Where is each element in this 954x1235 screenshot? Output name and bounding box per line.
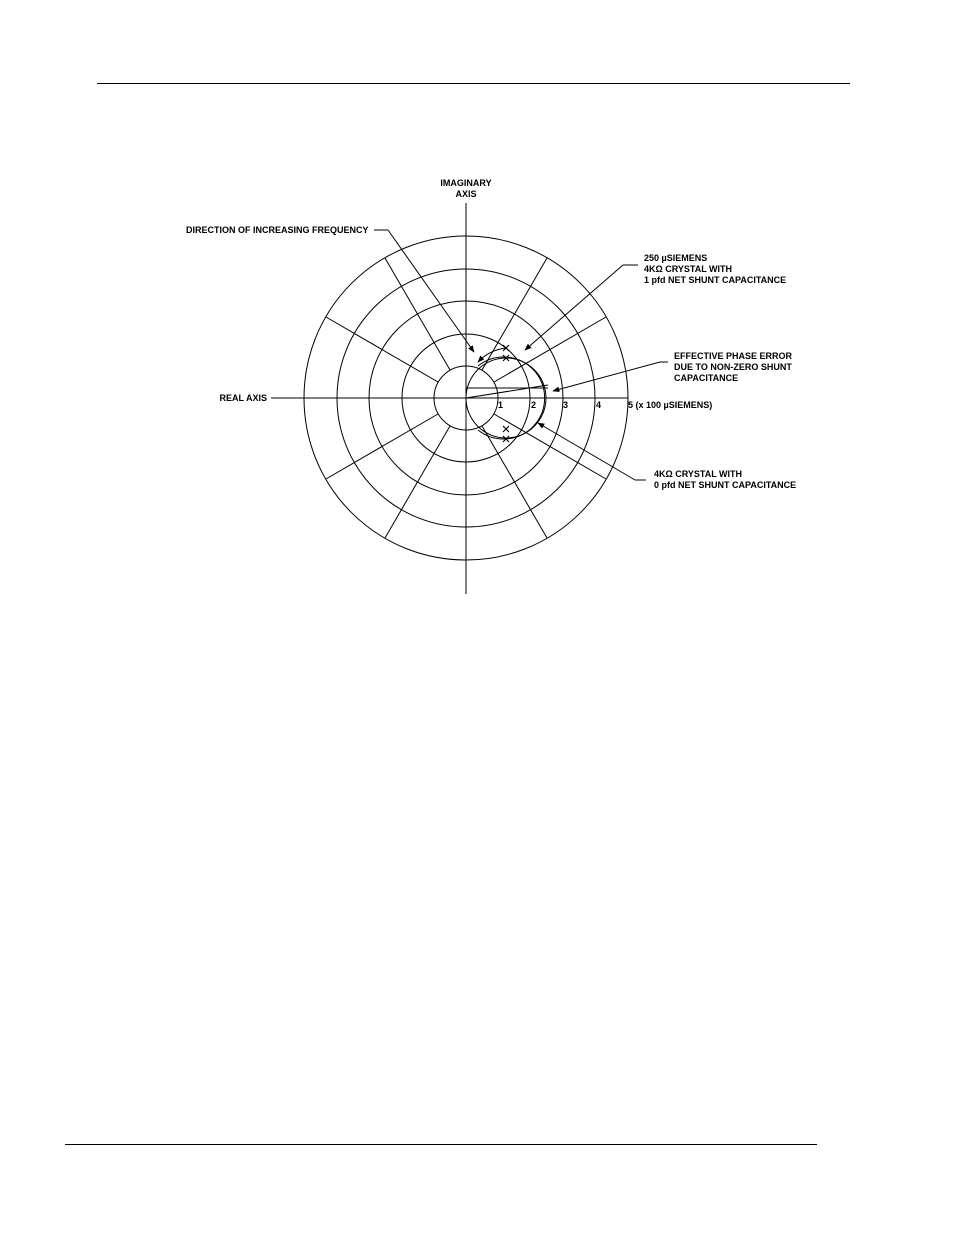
crystal-0pfd-callout-2: 0 pfd NET SHUNT CAPACITANCE [654, 480, 797, 490]
spoke-30 [494, 317, 606, 382]
crystal-0pfd-callout-1: 4KΩ CRYSTAL WITH [654, 469, 743, 479]
imaginary-axis-label-2: AXIS [455, 189, 477, 199]
frequency-direction-arc [478, 348, 506, 362]
tick-label-3: 3 [563, 400, 569, 410]
spoke-330 [494, 414, 606, 479]
phase-error-line [466, 385, 548, 398]
tick-label-1: 1 [498, 400, 504, 410]
crystal-0pfd-leader [538, 423, 635, 480]
crystal-1pfd-callout-2: 4KΩ CRYSTAL WITH [644, 264, 733, 274]
real-axis-label: REAL AXIS [219, 393, 267, 403]
spoke-150 [326, 317, 438, 382]
tick-label-2: 2 [531, 400, 537, 410]
crystal-1pfd-callout-1: 250 µSIEMENS [644, 253, 708, 263]
tick-label-5-units: 5 (x 100 µSIEMENS) [628, 400, 713, 410]
phase-error-callout-2: DUE TO NON-ZERO SHUNT [674, 362, 792, 372]
imaginary-axis-label-1: IMAGINARY [440, 178, 492, 188]
crystal-1pfd-callout-3: 1 pfd NET SHUNT CAPACITANCE [644, 275, 787, 285]
direction-leader [388, 230, 474, 352]
spoke-60 [482, 258, 547, 370]
spoke-120 [385, 258, 450, 370]
spoke-210 [326, 414, 438, 479]
phase-error-callout-1: EFFECTIVE PHASE ERROR [674, 351, 793, 361]
marker-x-3 [503, 426, 509, 432]
direction-callout: DIRECTION OF INCREASING FREQUENCY [186, 225, 369, 235]
spoke-240 [385, 426, 450, 538]
phase-error-callout-3: CAPACITANCE [674, 373, 739, 383]
tick-label-4: 4 [596, 400, 602, 410]
spoke-300 [482, 426, 547, 538]
phase-error-leader [553, 362, 660, 391]
